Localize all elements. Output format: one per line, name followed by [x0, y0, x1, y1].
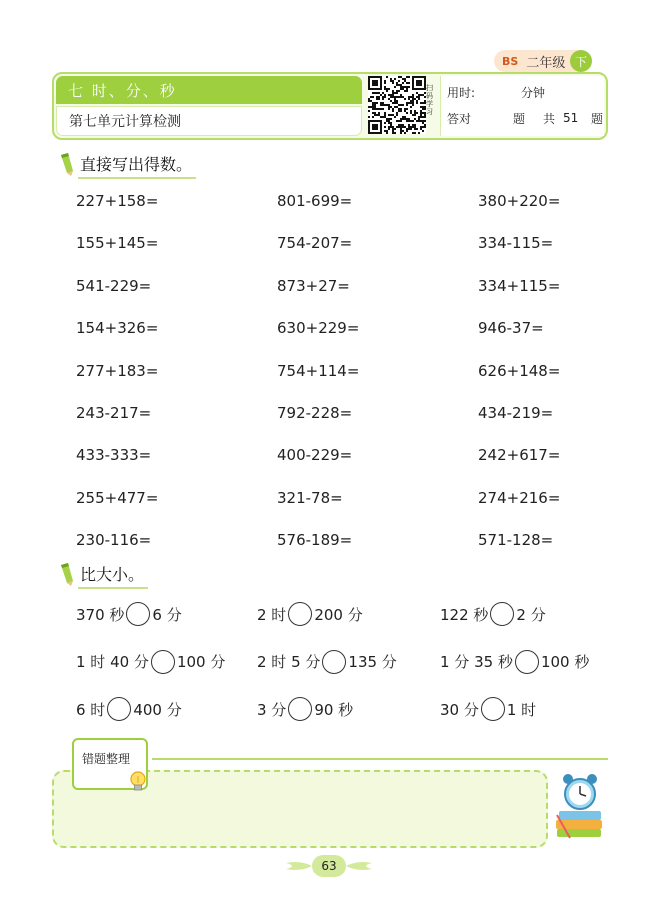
compare-right: 200 分: [314, 605, 363, 624]
compare-right: 100 分: [176, 653, 226, 671]
total-unit: 题: [591, 111, 604, 126]
answer-circle[interactable]: [288, 697, 312, 721]
question-unit: 题: [513, 111, 526, 126]
arithmetic-problem: 274+216=: [478, 488, 561, 507]
compare-right: 90 秒: [314, 700, 354, 719]
compare-right: 100 秒: [540, 653, 590, 671]
pencil-icon: [58, 153, 76, 177]
test-title: 第七单元计算检测: [56, 106, 362, 136]
section-title-compare: 比大小。: [58, 562, 148, 588]
compare-problem: [440, 648, 589, 676]
arithmetic-problem: 334+115=: [478, 276, 561, 295]
compare-problem: [76, 695, 182, 723]
arithmetic-problem: 434-219=: [478, 404, 554, 422]
compare-right: 1 时: [506, 700, 537, 719]
page-wing-right-icon: [346, 860, 372, 872]
score-info-box: [440, 76, 604, 136]
compare-problem: [76, 600, 182, 628]
arithmetic-problem: 230-116=: [76, 531, 152, 550]
compare-problem: [257, 648, 397, 676]
compare-problem: [440, 695, 536, 723]
arithmetic-problem: 155+145=: [76, 234, 159, 253]
arithmetic-problem: 380+220=: [478, 192, 561, 210]
review-divider: [152, 758, 608, 760]
answer-circle[interactable]: [515, 650, 539, 674]
arithmetic-problem: 242+617=: [478, 446, 561, 465]
arithmetic-problem: 792-228=: [277, 404, 353, 422]
time-unit: 分钟: [521, 85, 546, 100]
answer-circle[interactable]: [107, 697, 131, 721]
arithmetic-problem: 433-333=: [76, 446, 152, 465]
compare-left: 122 秒: [440, 605, 489, 624]
answer-circle[interactable]: [126, 602, 150, 626]
alarm-clock-icon: [552, 770, 608, 840]
compare-left: 2 时: [257, 605, 287, 624]
compare-left: 1 分 35 秒: [440, 653, 513, 671]
correct-label: 答对: [447, 111, 472, 126]
arithmetic-problem: 801-699=: [277, 192, 353, 210]
arithmetic-problem: 754+114=: [277, 361, 360, 380]
arithmetic-problem: 400-229=: [277, 446, 353, 465]
test-header: [52, 72, 608, 140]
answer-circle[interactable]: [490, 602, 514, 626]
arithmetic-problem: 873+27=: [277, 276, 350, 295]
arithmetic-problem: 227+158=: [76, 192, 159, 210]
compare-left: 370 秒: [76, 605, 125, 624]
arithmetic-problem: 754-207=: [277, 234, 353, 253]
answer-circle[interactable]: [288, 602, 312, 626]
time-label: 用时:: [447, 85, 476, 100]
arithmetic-problem: 243-217=: [76, 404, 152, 422]
compare-problem: [440, 600, 546, 628]
arithmetic-problem: 626+148=: [478, 361, 561, 380]
compare-left: 1 时 40 分: [76, 653, 149, 671]
grade-badge: [494, 50, 590, 72]
correct-row: [447, 108, 603, 128]
arithmetic-problem: 571-128=: [478, 531, 554, 550]
edition-label: BS: [502, 54, 519, 68]
arithmetic-problem: 321-78=: [277, 488, 343, 507]
arithmetic-problem: 154+326=: [76, 319, 159, 338]
qr-code-icon[interactable]: [368, 76, 426, 134]
compare-right: 2 分: [516, 605, 546, 624]
grade-label: 二年级: [526, 55, 566, 71]
compare-right: 400 分: [133, 700, 182, 719]
total-count: 51: [563, 111, 579, 125]
compare-right: 135 分: [348, 653, 397, 671]
compare-problem: [257, 600, 363, 628]
chapter-title: 七 时、分、秒: [56, 76, 362, 104]
compare-left: 3 分: [257, 700, 287, 719]
answer-circle[interactable]: [151, 650, 175, 674]
page-wing-left-icon: [286, 860, 312, 872]
compare-problem: [257, 695, 353, 723]
arithmetic-problem: 541-229=: [76, 276, 152, 295]
arithmetic-problem: 576-189=: [277, 531, 353, 550]
compare-left: 6 时: [76, 700, 106, 719]
answer-circle[interactable]: [322, 650, 346, 674]
lightbulb-icon: [128, 770, 148, 794]
section-title-direct-answer: 直接写出得数。: [58, 152, 196, 178]
pencil-icon: [58, 563, 76, 587]
qr-label: 扫码学习: [426, 84, 433, 116]
answer-circle[interactable]: [481, 697, 505, 721]
arithmetic-problem: 277+183=: [76, 361, 159, 380]
time-row: [447, 82, 603, 102]
arithmetic-problem: 255+477=: [76, 488, 159, 507]
compare-right: 6 分: [152, 605, 182, 624]
error-review-label: 错题整理: [82, 752, 131, 766]
compare-left: 30 分: [440, 700, 479, 719]
arithmetic-problem: 630+229=: [277, 319, 360, 338]
compare-problem: [76, 648, 225, 676]
total-label: 共: [543, 111, 556, 126]
page-number: 63: [312, 855, 346, 877]
arithmetic-problem: 946-37=: [478, 319, 544, 338]
volume-label: 下: [570, 50, 592, 72]
compare-left: 2 时 5 分: [257, 653, 321, 671]
arithmetic-problem: 334-115=: [478, 234, 554, 253]
